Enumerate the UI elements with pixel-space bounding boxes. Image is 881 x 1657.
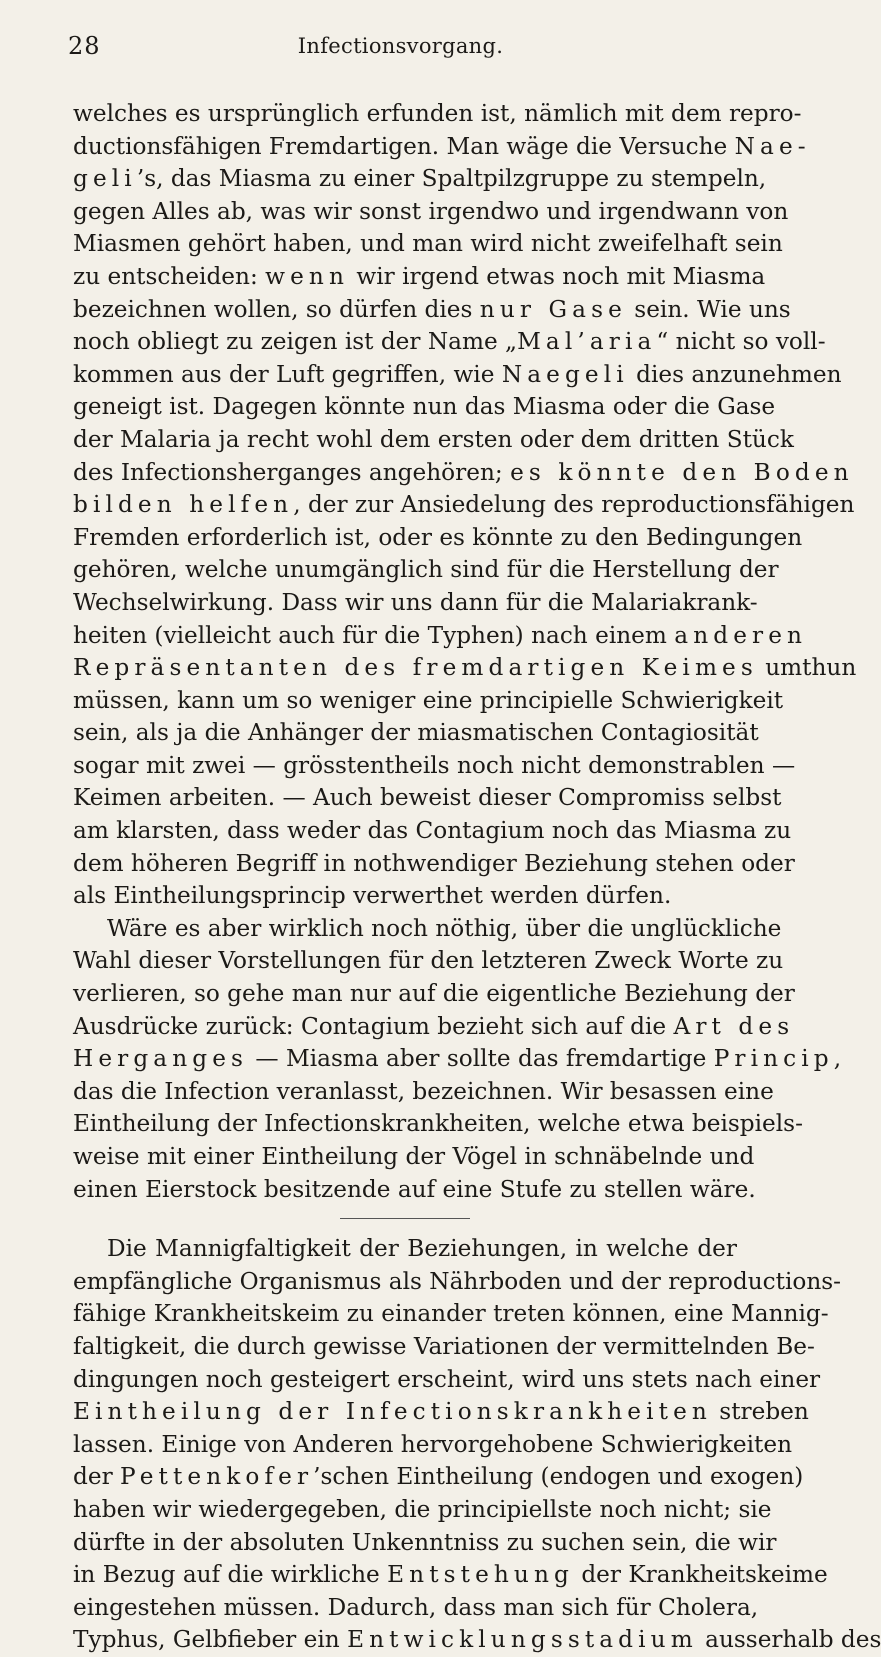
text-run: haben wir wiedergegeben, die principiellste noch nicht; sie [73, 1495, 772, 1523]
text-line [73, 1494, 772, 1527]
text-run: ausserhalb des [697, 1626, 881, 1654]
text-line [73, 1396, 809, 1429]
text-line [73, 163, 767, 196]
text-run: dem höheren Begriff in nothwendiger Beziehung stehen oder [73, 849, 795, 877]
text-run: bezeichnen wollen, so dürfen dies [73, 295, 480, 323]
text-line [73, 750, 796, 783]
text-line [73, 196, 789, 229]
text-run: eingestehen müssen. Dadurch, dass man sich für Cholera, [73, 1593, 759, 1621]
text-line [73, 522, 803, 555]
paragraph-block-2 [73, 1233, 881, 1657]
emphasis-text: nur Gase [479, 295, 627, 323]
text-line [73, 848, 795, 881]
text-run: zu entscheiden: [73, 262, 266, 290]
text-line [73, 945, 784, 978]
text-run: faltigkeit, die durch gewisse Variationen der vermittelnden Be- [73, 1332, 815, 1360]
text-run: Typhus, Gelbfieber ein [73, 1626, 348, 1654]
text-line [73, 294, 791, 327]
text-line [73, 587, 758, 620]
text-line [73, 1559, 828, 1592]
text-run: streben [711, 1398, 809, 1426]
text-run: am klarsten, dass weder das Contagium noch das Miasma zu [73, 817, 792, 845]
page-header [0, 32, 801, 68]
text-run: wir irgend etwas noch mit Miasma [349, 262, 766, 290]
text-run: Miasmen gehört haben, und man wird nicht zweifelhaft sein [73, 230, 783, 258]
text-run: — Miasma aber sollte das fremdartige [248, 1045, 714, 1073]
text-line [73, 391, 776, 424]
emphasis-text: Eintheilung der Infectionskrankheiten [73, 1398, 712, 1426]
text-line [73, 1527, 777, 1560]
text-line [73, 1266, 842, 1299]
text-line [73, 1076, 774, 1109]
text-line [73, 1233, 737, 1266]
text-run: welches es ursprünglich erfunden ist, nämlich mit dem repro- [73, 100, 802, 127]
text-run: in Bezug auf die wirkliche [73, 1561, 388, 1589]
emphasis-text: Art des [673, 1012, 795, 1040]
text-line [73, 1592, 759, 1625]
text-line [73, 489, 855, 522]
text-run: des Infectionsherganges angehören; [73, 458, 511, 486]
emphasis-text: Entwicklungsstadium [347, 1626, 698, 1654]
emphasis-text: Mal’aria [517, 328, 657, 356]
running-head: Infectionsvorgang. [297, 34, 504, 58]
text-run: einen Eierstock besitzende auf eine Stufe zu stellen wäre. [73, 1175, 756, 1203]
text-run: noch obliegt zu zeigen ist der Name „ [73, 328, 518, 356]
text-line [73, 1331, 815, 1364]
text-run: gegen Alles ab, was wir sonst irgendwo und irgendwann von [73, 197, 789, 225]
text-run: kommen aus der Luft gegriffen, wie [73, 360, 502, 388]
text-run: fähige Krankheitskeim zu einander treten können, eine Mannig- [73, 1300, 829, 1328]
text-line [73, 457, 854, 490]
text-line [73, 1108, 803, 1141]
text-line [73, 424, 794, 457]
text-line [73, 685, 784, 718]
text-line [73, 1364, 821, 1397]
emphasis-text: Nae- [734, 132, 811, 160]
text-line [73, 261, 766, 294]
text-run: sein. Wie uns [626, 295, 791, 323]
text-line [73, 359, 842, 392]
text-run: Fremden erforderlich ist, oder es könnte zu den Bedingungen [73, 523, 803, 551]
text-run: sogar mit zwei — grösstentheils noch nicht demonstrablen — [73, 751, 796, 779]
text-line [73, 978, 795, 1011]
text-run: sein, als ja die Anhänger der miasmatischen Contagiosität [73, 719, 759, 747]
emphasis-text: geli [73, 165, 137, 193]
text-run: Wahl dieser Vorstellungen für den letzteren Zweck Worte zu [73, 947, 784, 975]
text-line [73, 554, 779, 587]
text-run: , der zur Ansiedelung des reproductionsfähigen [293, 491, 855, 519]
paragraph-block-1 [73, 98, 857, 1206]
emphasis-text: Entstehung [387, 1561, 574, 1589]
section-divider [340, 1218, 470, 1219]
text-run: das die Infection veranlasst, bezeichnen. Wir besassen eine [73, 1077, 774, 1105]
text-run: geneigt ist. Dagegen könnte nun das Miasma oder die Gase [73, 393, 776, 421]
text-run: dies anzunehmen [628, 360, 842, 388]
text-line [73, 1174, 756, 1207]
text-run: als Eintheilungsprincip verwerthet werden dürfen. [73, 882, 672, 910]
text-line [73, 913, 782, 946]
text-line [73, 652, 857, 685]
text-line [73, 1043, 842, 1076]
text-run: empfängliche Organismus als Nährboden und der reproductions- [73, 1267, 842, 1295]
text-line [73, 1624, 881, 1657]
text-line [73, 815, 792, 848]
text-run: “ nicht so voll- [656, 328, 826, 356]
emphasis-text: anderen [674, 621, 808, 649]
text-run: der [73, 1463, 121, 1491]
text-run: der Krankheitskeime [573, 1561, 828, 1589]
text-run: weise mit einer Eintheilung der Vögel in schnäbelnde und [73, 1143, 755, 1170]
text-run: Wechselwirkung. Dass wir uns dann für die Malariakrank- [73, 588, 758, 616]
text-run: gehören, welche unumgänglich sind für die Herstellung der [73, 556, 779, 584]
text-run: Keimen arbeiten. — Auch beweist dieser Compromiss selbst [73, 784, 782, 812]
text-run: Wäre es aber wirklich noch nöthig, über die unglückliche [107, 914, 782, 942]
emphasis-text: es könnte den Boden [510, 458, 854, 486]
text-run: , [833, 1045, 842, 1073]
emphasis-text: Repräsentanten des fremdartigen Keimes [73, 654, 758, 682]
text-run: dürfte in der absoluten Unkenntniss zu suchen sein, die wir [73, 1528, 777, 1556]
text-run: ductionsfähigen Fremdartigen. Man wäge die Versuche [73, 132, 735, 160]
text-run: Eintheilung der Infectionskrankheiten, welche etwa beispiels- [73, 1110, 803, 1138]
text-line [73, 1298, 829, 1331]
text-line [73, 326, 826, 359]
emphasis-text: Princip [713, 1045, 834, 1073]
text-run: Die Mannigfaltigkeit der Beziehungen, in welche der [107, 1235, 737, 1263]
text-line [73, 717, 759, 750]
text-line [73, 1429, 793, 1462]
emphasis-text: Pettenkofer [120, 1463, 314, 1491]
text-run: dingungen noch gesteigert erscheint, wird uns stets nach einer [73, 1365, 821, 1393]
page-number: 28 [68, 32, 101, 60]
text-line [73, 131, 811, 164]
text-run: Ausdrücke zurück: Contagium bezieht sich auf die [73, 1012, 674, 1040]
text-line [73, 782, 782, 815]
text-line [73, 1011, 795, 1044]
text-run: heiten (vielleicht auch für die Typhen) nach einem [73, 621, 675, 649]
text-run: ’schen Eintheilung (endogen und exogen) [313, 1463, 804, 1491]
text-run: umthun [757, 654, 857, 682]
emphasis-text: wenn [265, 262, 349, 290]
body-text [73, 98, 881, 1657]
text-line [73, 1141, 755, 1174]
text-run: verlieren, so gehe man nur auf die eigentliche Beziehung der [73, 980, 795, 1008]
text-line [73, 98, 802, 131]
emphasis-text: bilden helfen [73, 491, 294, 519]
text-run: ’s, das Miasma zu einer Spaltpilzgruppe zu stempeln, [136, 165, 767, 193]
text-run: lassen. Einige von Anderen hervorgehobene Schwierigkeiten [73, 1430, 793, 1458]
text-line [73, 228, 783, 261]
text-run: der Malaria ja recht wohl dem ersten oder dem dritten Stück [73, 425, 794, 453]
text-run: müssen, kann um so weniger eine principielle Schwierigkeit [73, 686, 784, 714]
text-line [73, 1461, 804, 1494]
emphasis-text: Herganges [73, 1045, 249, 1073]
emphasis-text: Naegeli [501, 360, 629, 388]
text-line [73, 880, 737, 913]
text-line [73, 620, 808, 653]
